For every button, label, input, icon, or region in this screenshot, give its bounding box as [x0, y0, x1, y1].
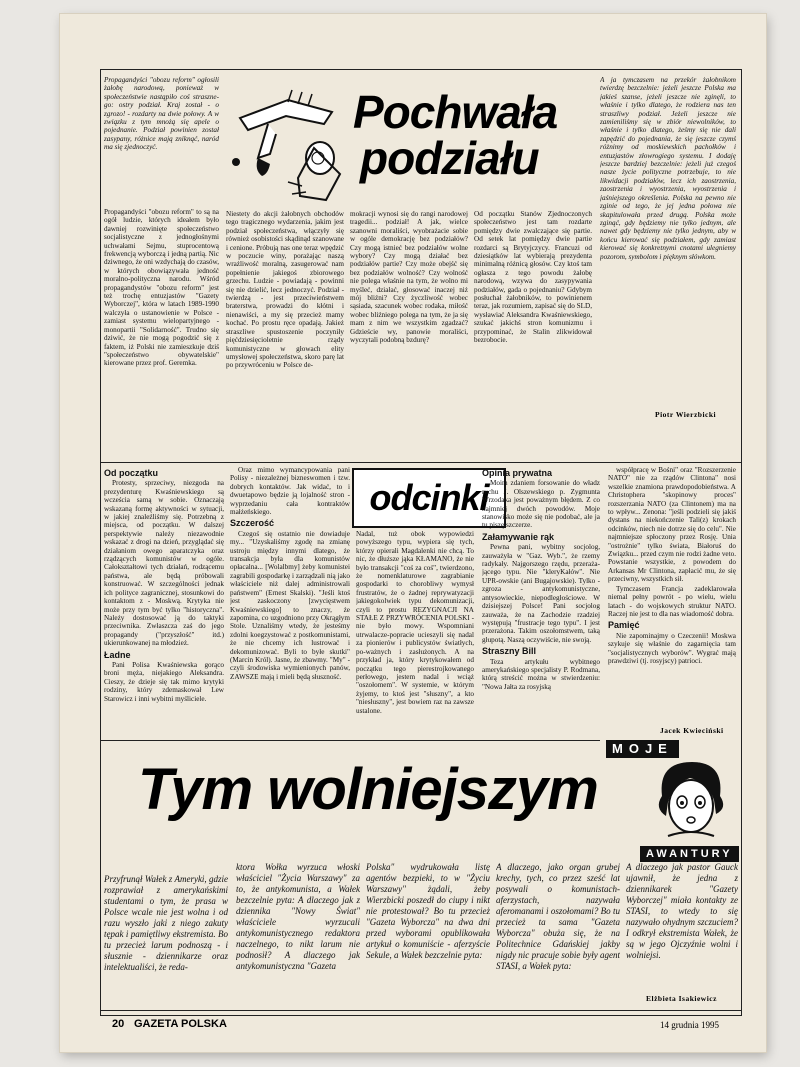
- mid-col-1: Od początku Protesty, sprzeciwy, niezgoda na prezydenturę Kwaśniewskiego są wcześcia samą w sobie. Oznaczają wskazaną formę aktywności w sytuacji, w jakiej znaleźliśmy się. Potrzebną z miejsca, od początku. W dalszej perspektywie należy niezawodnie wskazać z drogi na dzień, przyglądać się działaniom owego aparatczyka oraz rządzących komunistów w ogóle. Całokształtowi tych działań, rodzącemu państwa, ale będą próbowali konstruować. W szczególności jednak ich polityce zagranicznej, stosunkowi do kontaktom z - Moskwą. Krytyka nie może przy tym być tylko "historyczna". Należy dostosować ją do taktyki przeciwnika. Zwłaszcza zaś do jego propagandy ("przyszłość" itd.) ukierunkowanej na młodzież. Ładne Pani Polisa Kwaśniewska gorąco broni męża, niejakiego Aleksandra. Cieszy, że dzieje się tak mimo krytyki rodziny, który zdemaskował Lew Starowicz i inni wybitni myśliciele.: [104, 468, 224, 703]
- bottom-signature: Elżbieta Isakiewicz: [646, 994, 717, 1003]
- article-column-5: A ja tymczasem na przekór żałobnikom twierdzę bezczelnie: jeżeli jeszcze Polska ma jakieś szanse, jeżeli jeszcze nie zginęli, to właśnie i tylko dlatego, że rodziera nas ten straszliwy podział. Jeżeli jeszcze nie zamieniliśmy się w zbiór niewolników, to właśnie i tylko dlatego, żeśmy się nie dali zapędzić do pojednania, że się jeszcze czymś różnimy od moskiewskich pachołków i entuzjastów złowrogiego systemu. I dodaję jeszcze bardziej bezczelnie: jeżeli już czegoś nasze życie polityczne potrzebuje, to nie likwidacji podziałów, lecz ich zaostrzenia, zaostrzenia i wyostrzenia, wyostrzenia i jaśniejszego określenia. Polska na pewno nie zginie od tego, że jej jedna połowa nie skapitulowała przed drugą. Polska może zginąć, gdy będziemy nie tylko jednym, ale nawet gdy będziemy nie tylko jednym, aby w końcu kierować się podziałem, gdy zamiast kierować się konkretnymi cnotami ulegniemy pozorom, symbolom i pięknym słówkom.: [600, 76, 736, 261]
- mid-signature: Jacek Kwieciński: [660, 726, 724, 735]
- publication-date: 14 grudnia 1995: [660, 1020, 719, 1030]
- cartoon-face-illustration: [648, 756, 734, 844]
- column-badge-awantury: AWANTURY: [640, 846, 739, 862]
- odcinki-logo-text: odcinki: [369, 477, 489, 518]
- mid-col-4: Opinia prywatna Moim zdaniem forsowanie do władz ruchu J. Olszewskiego p. Zygmunta Wrzodaka jest poważnym błędem. Z co najmniej dwóch powodów. Moje stanowisko może się nie podobać, ale ja tu piszę szczerze. Załamywanie rąk Pewna pani, wybitny socjolog, zauważyła w "Gaz. Wyb.", że rzemy radykały. Najgorszego rzędu, przeraża-jącego typu. Nie "kleryKałów". Nie UPR-owskie (ani Bugajowskie). Tylko - zgroza - antykomunistyczne, antysowieckie, niepodległościowe. W dzisiejszej Polsce! Pani socjolog zauważa, że na Zachodzie rzadziej występują "frustracje tego typu". I jest przerażona. Takim oszołomstwem, taką głupotą. Naszą oczywiście, nie swoją. Straszny Bill Teza artykułu wybitnego amerykańskiego specjalisty P. Rodmana, którą streścić można w stwierdzeniu: "Nowa Jałta za rosyjską: [482, 468, 600, 691]
- intro-column: Propagandyści "obozu reform" ogłosili żałobę narodową, ponieważ w społeczeństwie nastąpiło coś straszne-go: ostry podział. Kraj został - o zgrozo! - rozdarty na dwie połowy. A w związku z tym mnożą się apele o pojednanie. Podział powinien został zasypany, różnice mają zniknąć, naród ma się zjednoczyć.: [104, 76, 219, 152]
- divider-top: [100, 462, 742, 463]
- mid-col-3: Nadal, tuż obok wypowiedzi powyższego typu, wypiera się tych, którzy opierali Magdalenki nie chcą. To nic, że dłuższe jąka KŁAMANO, że nie było transakcji "coś za coś", twierdzono, że nomenklaturowe zagrabianie gospodarki to chorobliwy wymysł frustratów, że o żadnej reprywatyzacji jakiegokolwiek typu dekomunizacji, czyli to prostu REZYGNACJI NA STAŁE Z PRZYWRÓCENIA POLSKI - nie było mowy. Wspomniani utrwalacze-popracie ucieszyli się nadal za pionierów i publicystów światłych, po-ważnych i zasłużonych. A na przykład ja, który krytykowałem od początku tego pierestrojkowanego perłowego, jestem nadal i wciąż "oszołomem". W systemie, w którym żyjemy, to ktoś jest "słuszny", a kto "niesłuszny", jest bowiem raz na zawsze ustalone.: [356, 530, 474, 715]
- publication-name: GAZETA POLSKA: [134, 1018, 227, 1030]
- article-title-line1: Pochwała: [353, 86, 558, 138]
- bottom-col-1: Przyfrunął Wałek z Ameryki, gdzie rozprawiał z amerykańskimi studentami o tym, że prasa w Polsce wcale nie jest wolna i od razu wyszło jaki z niego zakuty tępak i pamiętliwy ekstremista. Bo tu przecież larum podnoszą - i słusznie - dziennikarze oraz intelektualiści, że reda-: [104, 874, 228, 972]
- bottom-col-5: A dlaczego jak pastor Gauck ujawnił, że jedna z dziennikarek "Gazety Wyborczej" miała kontakty ze STASI, to wtedy to się nazywało ohydnym szczuciem? I odkrył ekstremista Wałek, że są w jego Ojczyźnie wolni i wolniejsi.: [626, 862, 738, 960]
- bottom-col-4: A dlaczego, jako organ grubej krechy, tych, co przez sześć lat posywali o komunistach-aferzystach, nazywała aferomanami i oszołomami? Bo tu przecież ta sama "Gazeta Wyborcza" obuża się, że na Politechnice Gdańskiej jakby nigdy nic pracuje sobie były agent STASI, a Wałek pyta:: [496, 862, 620, 971]
- footer-rule: [100, 1010, 742, 1011]
- article-title-line2: podziału: [360, 132, 539, 184]
- page-number: 20: [112, 1018, 125, 1030]
- column-badge-moje: MOJE: [606, 740, 679, 758]
- article-column-2: Niestety do akcji żałobnych obchodów tego tragicznego wydarzenia, jakim jest podział społeczeństwa, włączyły się również osobistości skądinąd szanowane i cenione. Próbują nas one teraz wpędzić w poczucie winy, porażając naszą wrażliwość moralną, zasugerować nam popełnienie jakiegoś zbiorowego grzechu. Ludzie - powiadają - powinni się nie dzielić, lecz jednoczyć. Podział - twierdzą - jest przeciwieństwem braterstwa, prowadzi do kłótni i nienawiści, a my się przecież mamy kochać. Po prostu ręce opadają. Jakież straszliwe spustoszenie poczyniły pięćdziesięcioletnie rządy komunistyczne w głowach elity umysłowej społeczeństwa, skoro parę lat po przywróceniu w Polsce de-: [226, 210, 344, 370]
- mid-col-5: współpracę w Bośni" oraz "Rozszerzenie NATO" nie za rządów Clintona" nosi wszelkie znamiona prawdopodobieństwa. A Christophera "skopinowy proces" rozszerzania NATO (za Clintonem) ma na to wpływ... Zenona: "jeśli podzieli się jakiś dystans na niekończenie Tali(z) krokach odcinków, niech nie dotrze się do celu". Nie najmniejsze spłoczony przez Rosję. Unia "ostrożnie" tylko świata, Białoruś do Związku... przed czym nie rodzi żadne veto. Powstanie wszystkie, z powodem do Arkansas Mr Clintona, zapłacić mu, że się przeciwny, wszystkich sił. Tymczasem Francja zadeklarowała niemal pełny powrót - po wielu, wielu latach - do wojskowych struktur NATO. Raczej nie jest to dla nas wiadomość dobra. Pamięć Nie zapominajmy o Czeczenii! Moskwa szykuje się właśnie do zagarnięcia tam "socjalistycznych wyborów". Wygrać mają prawdziwi (tj. rosyjscy) patrioci.: [608, 466, 736, 665]
- illustration-pencil-figure: [228, 78, 346, 208]
- bottom-col-2: ktora Wołka wyrzuca włoski właściciel "Życia Warszawy" za to, że antykomunista, a Wałek bezczelnie pyta: A dlaczego jak z dziennika "Nowy Świat" właściciele wyrzucali antykomunistycznego redaktora naczelnego, to nikt larum nie podnosił? A dlaczego jak antykomunistyczna "Gazeta: [236, 862, 360, 971]
- article-signature: Piotr Wierzbicki: [655, 410, 717, 419]
- mid-col-2: Oraz mimo wymancypowania pani Polisy - niezależnej bizneswomen i tzw. dobrych kontaktów. Jak widać, to i dwuetapowo będzie ją lojalność stron - wyprzedaniu cała kontraktów małżeńskiego. Szczerość Czegoś się ostatnio nie dowiaduje my... "Uzyskaliśmy zgodę na zmianę ustroju między innymi dlatego, że transakcja była dla komunistów opłacalna... [Wolalbmy] żeby komunistei zagrabili gospodarkę i zarządzali nią jako właściciele niż dalej administrowali państwem" (Ernest Skalski). "Jeśli ktoś jest zaskoczony [zwycięstwem Kwaśniewskiego] to znaczy, że zapomina, co uzgodniono przy Okrągłym Stole. Uznaliśmy wtedy, że jesteśmy zdolni koegzystować z postkomunistami, że nie chcemy ich lustrować i dekomunizować. Byli to byłe skutki" (Marcin Król). Jasne, że zbawmy. "My" - czyli środowiska wymienionych panów, ZAWSZE mają i mieli będą słuszność.: [230, 466, 350, 681]
- divider-mid: [100, 740, 600, 741]
- newspaper-page: [60, 14, 766, 1052]
- article-column-3: mokracji wynosi się do rangi narodowej tragedii... podział! A jak, wielce szanowni moraliści, wyobrażacie sobie w ogóle demokrację bez podziałów? Czy mogą istnieć bez podziałów wolne wybory? Czy mogą działać bez podziałów partie? Czy może obejść się bez podziałów wolność? Czy wolność nie polega właśnie na tym, że wolno mi myśleć, działać, głosować inaczej niż mój bliźni? Czy życzliwość wobec sąsiada, szacunek wobec rodaka, miłość wobec bliźniego polega na tym, że ja się mam z nim we wszystkim zgadzać? Gdzieście wy, panowie moraliści, wyczytali podobną bzdurę?: [350, 210, 468, 345]
- article-column-4: Od początku Stanów Zjednoczonych społeczeństwo jest tam rozdarte pomiędzy dwie zwalczające się partie. Od setek lat pomiędzy dwie partie rozdarci są Brytyjczycy. Francuzi od dziesiątków lat wybierają prezydenta minimalną różnicą głosów. Czy ktoś tam ogłasza z tego powodu żałobę narodową, wzywa do zasypywania podziałów, gada o pojednaniu? Gdybym posłuchał żałobników, to powinienem teraz, jak rozumiem, zapisać się do SLD, wysławiać Aleksandra Kwaśniewskiego, szukać jakichś stron komunizmu i przypominać, że Stalin zlikwidował bezrobocie.: [474, 210, 592, 345]
- article-column-1: Propagandyści "obozu reform" to są na ogół ludzie, których ideałem było dawniej rozwinięte społeczeństwo socjalistyczne z jednogłośnymi uchwałami Sejmu, stuprocentową frekwencją wyborczą i jedną partią. Nic dziwnego, że oni wzdychają do czasów, w których obowiązywała jedność moralno-polityczna narodu. Wśród propagandystów "obozu reform" jest też trochę entuzjastów "Gazety Wyborczej", która w latach 1989-1990 walczyła o ustanowienie w Polsce - zamiast systemu wielopartyjnego - monopartii "Solidarność". Trudno się dziwić, że nie mogą pogodzić się z faktem, iż Polski nie zamieszkuje dziś "społeczeństwo obywatelskie" kierowane przez prof. Geremka.: [104, 208, 219, 368]
- bottom-col-3: Polska" wydrukowała listę agentów bezpieki, to w "Życiu Warszawy" żądali, żeby Wierzbicki poszedł do ciupy i nikt nie protestował? Bo tu przecież "Gazeta Wyborcza" na dwa dni przed wyborami opublikowała artykuł o komuniście - aferzyście Sekule, a Wałek bezczelnie pyta:: [366, 862, 490, 960]
- bottom-article-title: Tym wolniejszym: [138, 757, 598, 822]
